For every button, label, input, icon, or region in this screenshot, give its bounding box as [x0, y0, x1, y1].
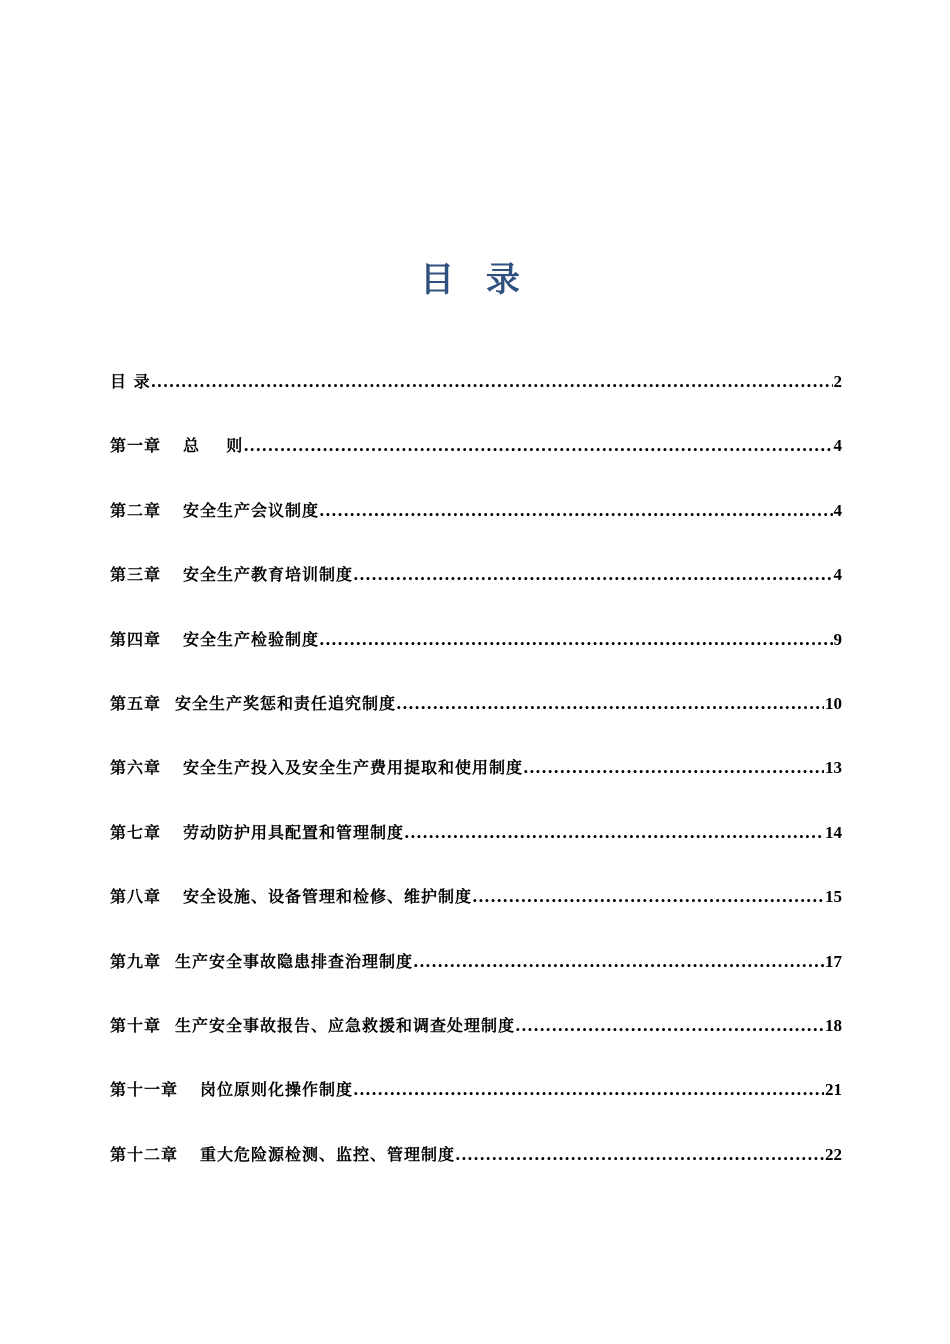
toc-page-number: 22	[825, 1144, 842, 1164]
toc-entry-text	[110, 497, 319, 525]
toc-dot-leader	[319, 626, 832, 654]
toc-entry-title: 安全生产奖惩和责任追究制度	[175, 693, 397, 713]
toc-chapter-number: 第九章	[110, 951, 162, 971]
toc-entry-chapter-5[interactable]	[110, 690, 842, 754]
toc-entry-contents[interactable]	[110, 368, 842, 432]
toc-page-number: 13	[825, 758, 842, 778]
toc-entry-title: 安全生产会议制度	[183, 500, 320, 520]
toc-entry-title: 总 则	[183, 436, 244, 456]
toc-entry-text	[110, 819, 404, 847]
toc-entry-title: 劳动防护用具配置和管理制度	[183, 822, 405, 842]
toc-page-number: 14	[825, 822, 842, 842]
toc-entry-text	[110, 690, 396, 718]
toc-entry-title: 安全生产检验制度	[183, 629, 320, 649]
toc-chapter-number: 第四章	[110, 629, 162, 649]
toc-chapter-number: 第五章	[110, 693, 162, 713]
toc-entry-title: 安全设施、设备管理和检修、维护制度	[183, 887, 473, 907]
toc-page-number: 17	[825, 951, 842, 971]
toc-entry-chapter-9[interactable]	[110, 948, 842, 1012]
toc-chapter-number: 第六章	[110, 758, 162, 778]
toc-page-number: 2	[833, 372, 842, 391]
toc-entry-text	[110, 626, 319, 654]
toc-dot-leader	[353, 1076, 824, 1104]
toc-entry-chapter-11[interactable]	[110, 1076, 842, 1140]
toc-entry-chapter-8[interactable]	[110, 883, 842, 947]
toc-chapter-number: 第三章	[110, 565, 162, 585]
toc-entry-title: 安全生产投入及安全生产费用提取和使用制度	[183, 758, 524, 778]
toc-entry-chapter-7[interactable]	[110, 819, 842, 883]
toc-dot-leader	[396, 690, 824, 718]
toc-entry-text	[110, 561, 353, 589]
toc-chapter-number: 第二章	[110, 500, 162, 520]
toc-chapter-number: 第一章	[110, 436, 162, 456]
toc-entry-title: 岗位原则化操作制度	[200, 1080, 354, 1100]
toc-chapter-number: 第八章	[110, 887, 162, 907]
toc-entry-title: 生产安全事故报告、应急救援和调查处理制度	[175, 1015, 516, 1035]
toc-chapter-number: 第十章	[110, 1015, 162, 1035]
toc-page-number: 18	[825, 1015, 842, 1035]
toc-entry-chapter-12[interactable]	[110, 1141, 842, 1205]
toc-entry-title: 生产安全事故隐患排查治理制度	[175, 951, 414, 971]
toc-entry-chapter-6[interactable]	[110, 754, 842, 818]
toc-page-number: 4	[833, 436, 842, 456]
toc-entry-text	[110, 754, 523, 782]
toc-dot-leader	[243, 432, 832, 460]
toc-entry-text	[110, 432, 243, 460]
toc-page-number: 4	[833, 565, 842, 585]
toc-entry-title: 重大危险源检测、监控、管理制度	[200, 1144, 456, 1164]
toc-dot-leader	[455, 1141, 824, 1169]
toc-entry-title: 目 录	[110, 372, 151, 391]
toc-page-number: 15	[825, 887, 842, 907]
page-title: 目 录	[420, 260, 530, 300]
toc-entry-text	[110, 883, 472, 911]
toc-dot-leader	[413, 948, 824, 976]
toc-entry-chapter-3[interactable]	[110, 561, 842, 625]
toc-entry-text	[110, 1141, 455, 1169]
toc-chapter-number: 第七章	[110, 822, 162, 842]
toc-entry-chapter-1[interactable]	[110, 432, 842, 496]
toc-chapter-number: 第十一章	[110, 1080, 179, 1100]
toc-entry-text	[110, 1012, 515, 1040]
toc-dot-leader	[319, 497, 832, 525]
toc-page-number: 21	[825, 1080, 842, 1100]
toc-dot-leader	[523, 754, 824, 782]
toc-page-number: 10	[825, 693, 842, 713]
table-of-contents	[110, 368, 842, 1205]
toc-page-number: 4	[833, 500, 842, 520]
toc-entry-text	[110, 948, 413, 976]
toc-page-number: 9	[833, 629, 842, 649]
toc-dot-leader	[151, 368, 833, 396]
toc-dot-leader	[472, 883, 824, 911]
toc-dot-leader	[404, 819, 824, 847]
toc-chapter-number: 第十二章	[110, 1144, 179, 1164]
toc-dot-leader	[515, 1012, 824, 1040]
toc-entry-chapter-2[interactable]	[110, 497, 842, 561]
toc-entry-text	[110, 1076, 353, 1104]
toc-entry-title: 安全生产教育培训制度	[183, 565, 354, 585]
toc-entry-chapter-10[interactable]	[110, 1012, 842, 1076]
toc-entry-chapter-4[interactable]	[110, 626, 842, 690]
toc-dot-leader	[353, 561, 832, 589]
